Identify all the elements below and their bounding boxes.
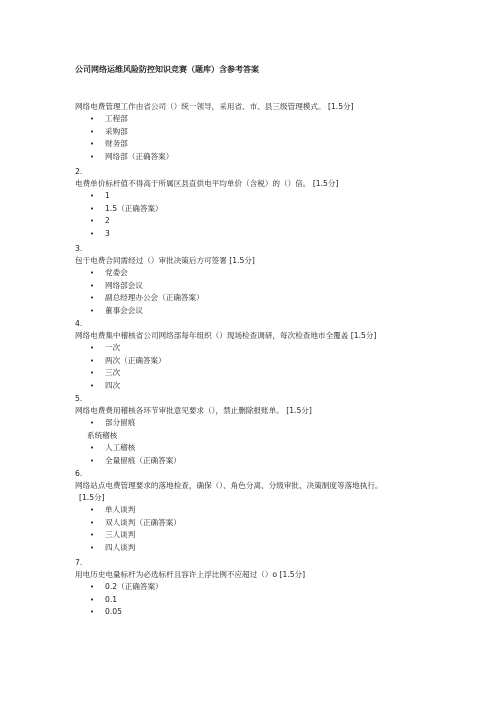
option-list <box>75 190 338 240</box>
question-7 <box>75 557 305 619</box>
option: • 1.5（正确答案） <box>75 203 338 216</box>
option: • 0.05 <box>75 606 305 619</box>
option: • 1 <box>75 190 338 203</box>
question-number: 4. <box>75 319 83 328</box>
option: • 两次（正确答案） <box>75 355 376 368</box>
option: • 党委会 <box>75 267 255 280</box>
option: • 四次 <box>75 380 376 393</box>
option: • 0.1 <box>75 594 305 607</box>
option: • 工程部 <box>75 113 354 126</box>
option: • 双人谈判（正确答案） <box>75 517 383 530</box>
option: • 全量留痕（正确答案） <box>75 455 312 468</box>
option: • 网络部会议 <box>75 280 255 293</box>
document-title: 公司网络运维风险防控知识竞赛（题库）含参考答案 <box>75 65 259 74</box>
question-5 <box>75 393 312 467</box>
option-list <box>75 504 383 554</box>
question-1 <box>75 101 354 163</box>
question-number: 2. <box>75 167 83 176</box>
question-text: 用电历史电量标杆为必选标杆且容许上浮比例不应超过（）o [1.5分] <box>75 570 306 579</box>
option: • 人工稽核 <box>75 442 312 455</box>
question-text: 网络电费费用稽核各环节审批意见要求（），禁止删除报账单。 [1.5分] <box>75 406 312 415</box>
question-score: [1.5分] <box>79 493 105 502</box>
option: • 三次 <box>75 367 376 380</box>
option: • 三人谈判 <box>75 529 383 542</box>
option: • 3 <box>75 228 338 241</box>
question-number: 6. <box>75 469 83 478</box>
question-text: 网络站点电费管理要求的落地检查，确保（）、角色分离、分级审批、决策制度等落地执行。 <box>75 481 383 490</box>
option: • 四人谈判 <box>75 542 383 555</box>
question-6 <box>75 468 383 554</box>
question-4 <box>75 318 376 392</box>
question-text: 包干电费合同需经过（）审批决策后方可签署 [1.5分] <box>75 256 255 265</box>
option: • 2 <box>75 215 338 228</box>
option: • 网络部（正确答案） <box>75 151 354 164</box>
option-list <box>75 581 305 619</box>
question-text: 网络电费管理工作由省公司（）统一领导，采用省、市、县三级管理模式。 [1.5分] <box>75 102 354 111</box>
option: • 董事会会议 <box>75 305 255 318</box>
question-2 <box>75 166 338 240</box>
option: • 部分留痕 <box>75 417 312 430</box>
option: • 0.2（正确答案） <box>75 581 305 594</box>
question-number: 7. <box>75 558 83 567</box>
option: • 一次 <box>75 342 376 355</box>
option-list <box>75 417 312 467</box>
option: • 副总经理办公会（正确答案） <box>75 292 255 305</box>
option: • 单人谈判 <box>75 504 383 517</box>
option-list <box>75 267 255 317</box>
option-list <box>75 113 354 163</box>
question-text: 网络电费集中稽核省公司网络部每年组织（）现场检查调研，每次检查地市全覆盖 [1.5分] <box>75 331 377 340</box>
question-text: 电费单价标杆值不得高于所属区县直供电平均单价（含税）的（）倍。 [1.5分] <box>75 179 339 188</box>
question-number: 5. <box>75 394 83 403</box>
option: • 财务部 <box>75 138 354 151</box>
option: • 采购部 <box>75 126 354 139</box>
option-list <box>75 342 376 392</box>
option: 系统稽核 <box>87 430 118 440</box>
question-number: 3. <box>75 244 83 253</box>
question-3 <box>75 243 255 317</box>
